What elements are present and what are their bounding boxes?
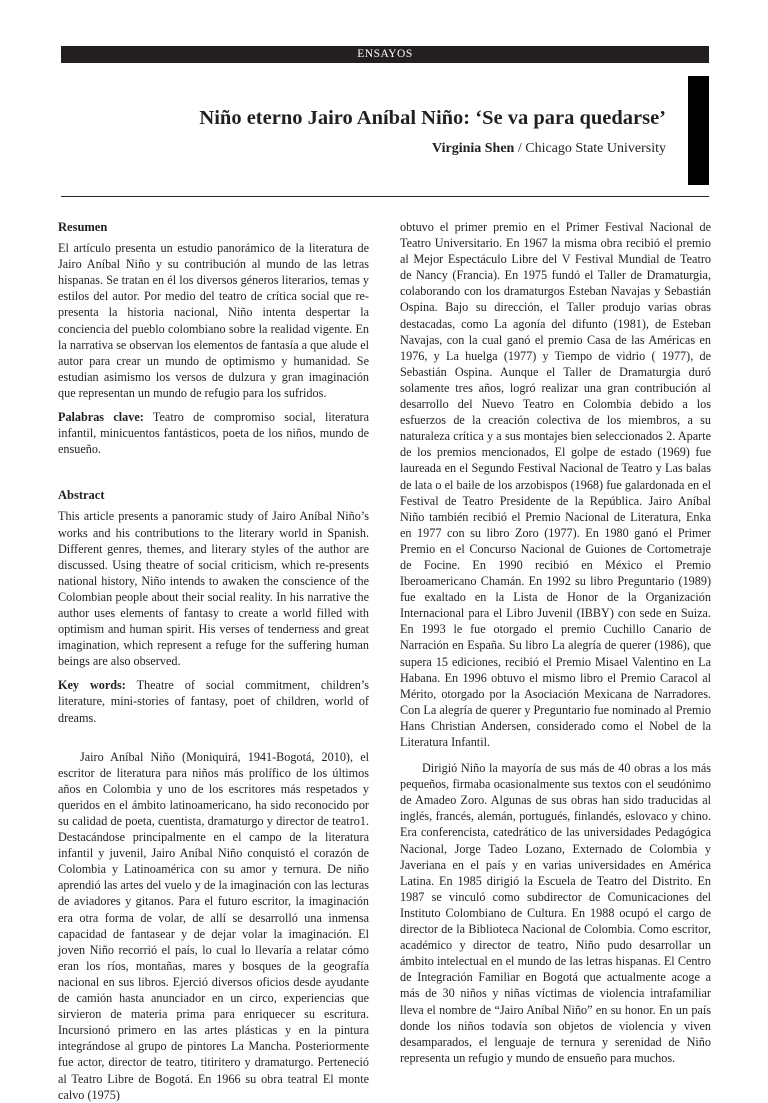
author-affiliation: Chicago State University bbox=[525, 141, 666, 156]
section-header-bar bbox=[61, 46, 709, 63]
author-name: Virginia Shen bbox=[432, 141, 515, 156]
palabras-clave bbox=[58, 409, 369, 457]
palabras-clave-text: Teatro de compromiso social, literatura infantil, minicuentos fantásticos, poeta de los niños, mundo de ensueño. bbox=[58, 410, 369, 457]
resumen-heading: Resumen bbox=[58, 220, 108, 234]
article-title: Niño eterno Jairo Aníbal Niño: ‘Se va para quedarse’ bbox=[199, 107, 666, 129]
body-paragraph-1: Jairo Aníbal Niño (Moniquirá, 1941-Bogotá, 2010), el escritor de literatura para niños más prolífico de los últimos años en Colombia y uno de los escritores más respetados y queridos en el ámbito latinoamericano, ha sido reconocido por su calidad de poeta, cuentista, dramaturgo y director de teatro1. Destacándose principalmente en el campo de la literatura infantil y juvenil, Jairo Aníbal Niño conquistó el corazón de Colombia y Latinoamérica con su amor y ternura. De niño aprendió las artes del vuelo y de la imaginación con las lecturas de aviadores y gitanos. Para el futuro escritor, la imaginación era otra forma de volar, de allí se desarrolló una inmensa capacidad de fantasear y de dejar volar la imaginación. El joven Niño recorrió el país, lo cual lo llevaría a relatar cómo eran los ríos, montañas, mares y bosques de la geografía nacional en sus libros. Ejerció diversos oficios desde ayudante de camión hasta anunciador en un circo, experiencias que sirvieron de materia prima para enriquecer su escritura. Incursionó primero en las artes plásticas y en la pintura integrándose al grupo de pintores La Mancha. Posteriormente fue actor, director de teatro, titiritero y dramaturgo. Perteneció al Teatro Libre de Bogotá. En 1966 su obra teatral El monte calvo (1975) bbox=[58, 749, 369, 1102]
key-words-text: Theatre of social commitment, children’s literature, mini-stories of fantasy, poet of children, world of dreams. bbox=[58, 678, 369, 725]
byline-separator: / bbox=[514, 141, 526, 156]
section-label: ENSAYOS bbox=[357, 48, 413, 60]
side-thumb-tab bbox=[688, 76, 709, 185]
right-column bbox=[400, 219, 711, 1066]
body-paragraph-3: Dirigió Niño la mayoría de sus más de 40 obras a los más pequeños, firmaba ocasionalmente sus textos con el seudónimo de Amadeo Zoro. Algunas de sus obras han sido traducidas al inglés, francés, alemán, portugués, finlandés, eslovaco y chino. Era conferencista, catedrático de las universidades Pedagógica Nacional, Jorge Tadeo Lozano, Externado de Colombia y Javeriana en el país y en varias universidades en América Latina. En 1985 dirigió la Escuela de Teatro del Distrito. En 1987 se vinculó como subdirector de Comunicaciones del Instituto Colombiano de Cultura. En 1988 ocupó el cargo de director de la Biblioteca Nacional de Colombia. Como escritor, académico y director de teatro, Niño pudo desarrollar un ámbito intelectual en el mundo de las letras hispanas. El Centro de Integración Familiar en Bogotá que actualmente acoge a más de 30 niños y niñas víctimas de violencia intrafamiliar lleva el nombre de “Jairo Aníbal Niño” en su honor. En un país donde los niños todavía son objetos de violencia y viven desamparados, el lenguaje de ternura y serenidad de Niño representa un refugio y mundo de ensueño para muchos. bbox=[400, 761, 711, 1065]
resumen-text: El artículo presenta un estudio panorámico de la literatura de Jairo Aníbal Niño y su contribución al mundo de las letras hispanas. Se tratan en él los diversos géneros literarios, temas y estilos del autor. Por medio del teatro de crítica social que re-presenta la historia nacional, Niño intenta despertar la conciencia del pueblo colombiano sobre la realidad vigente. En la narrativa se observan los elementos de fantasía a que alude el autor para crear un mundo de optimismo y humanidad. Se estudian asimismo los versos de dulzura y gran imaginación que representan un mundo de refugio para los sufridos. bbox=[58, 241, 369, 400]
abstract-heading: Abstract bbox=[58, 488, 105, 503]
key-words bbox=[58, 677, 369, 725]
header-divider bbox=[61, 196, 709, 197]
left-column bbox=[58, 217, 369, 1103]
abstract-text: This article presents a panoramic study of Jairo Aníbal Niño’s works and his contributions to the literary world in Spanish. Different genres, themes, and literary styles of the author are discussed. Using theatre of social criticism, which re-presents national history, Niño intends to awaken the conscience of the Colombian people about their social reality. In his narrative the author uses elements of fantasy to create a world filled with optimism and human spirit. His verses of tenderness and great imagination, which represent a refuge for the suffering human beings are also observed. bbox=[58, 509, 369, 669]
palabras-clave-label: Palabras clave: bbox=[58, 410, 144, 425]
key-words-label: Key words: bbox=[58, 678, 126, 693]
body-paragraph-2: obtuvo el primer premio en el Primer Festival Nacional de Teatro Universitario. En 1967 la misma obra recibió el premio al Mejor Espectáculo Libre del V Festival Mundial de Teatro de Nancy (Francia). En 1975 fundó el Taller de Dramaturgia, colaborando con los dramaturgos Esteban Navajas y Sebastián Ospina. Bajo su dirección, el Taller produjo varias obras destacadas, como La agonía del difunto (1981), de Esteban Navajas, con la cual ganó el premio Casa de las Américas en 1976, y La huelga (1977) y Tiempo de vidrio ( 1977), de Sebastián Ospina. Aunque el Taller de Dramaturgia duró solamente tres años, logró realizar una gran contribución al desarrollo del Nuevo Teatro en Colombia debido a los esfuerzos de la creación colectiva de los miembros, a su naturaleza crítica y a sus montajes bien seleccionados 2. Aparte de los premios mencionados, El golpe de estado (1969) fue laureada en el Segundo Festival Nacional de Teatro y Las balas de lata o el baile de los arzobispos (1968) fue galardonada en el Festival de Teatro Presidente de la República. Jairo Aníbal Niño también recibió el Premio Nacional de Literatura, Enka en 1977 con su libro Zoro (1977). En 1980 ganó el Primer Premio en el Concurso Nacional de Guiones de Cortometraje de Focine. En 1990 recibió en México el Premio Iberoamericano Chamán. En 1992 su libro Preguntario (1989) fue exaltado en la Lista de Honor de la Organización Internacional para el Libro Juvenil (IBBY) con sede en Suiza. En 1993 le fue otorgado el premio Cuchillo Canario de Narración en España. Su libro La alegría de querer (1986), que supera 15 ediciones, recibió el Premio Misael Valentino en La Habana. En 1996 obtuvo el mismo libro el Premio Caracol al Mérito, otorgado por la Asociación Mexicana de Narradores. Con La alegría de querer y Preguntario fue nominado al Premio Hans Christian Andersen, considerado como el Nobel de la Literatura Infantil. bbox=[400, 220, 711, 749]
byline bbox=[60, 141, 666, 157]
